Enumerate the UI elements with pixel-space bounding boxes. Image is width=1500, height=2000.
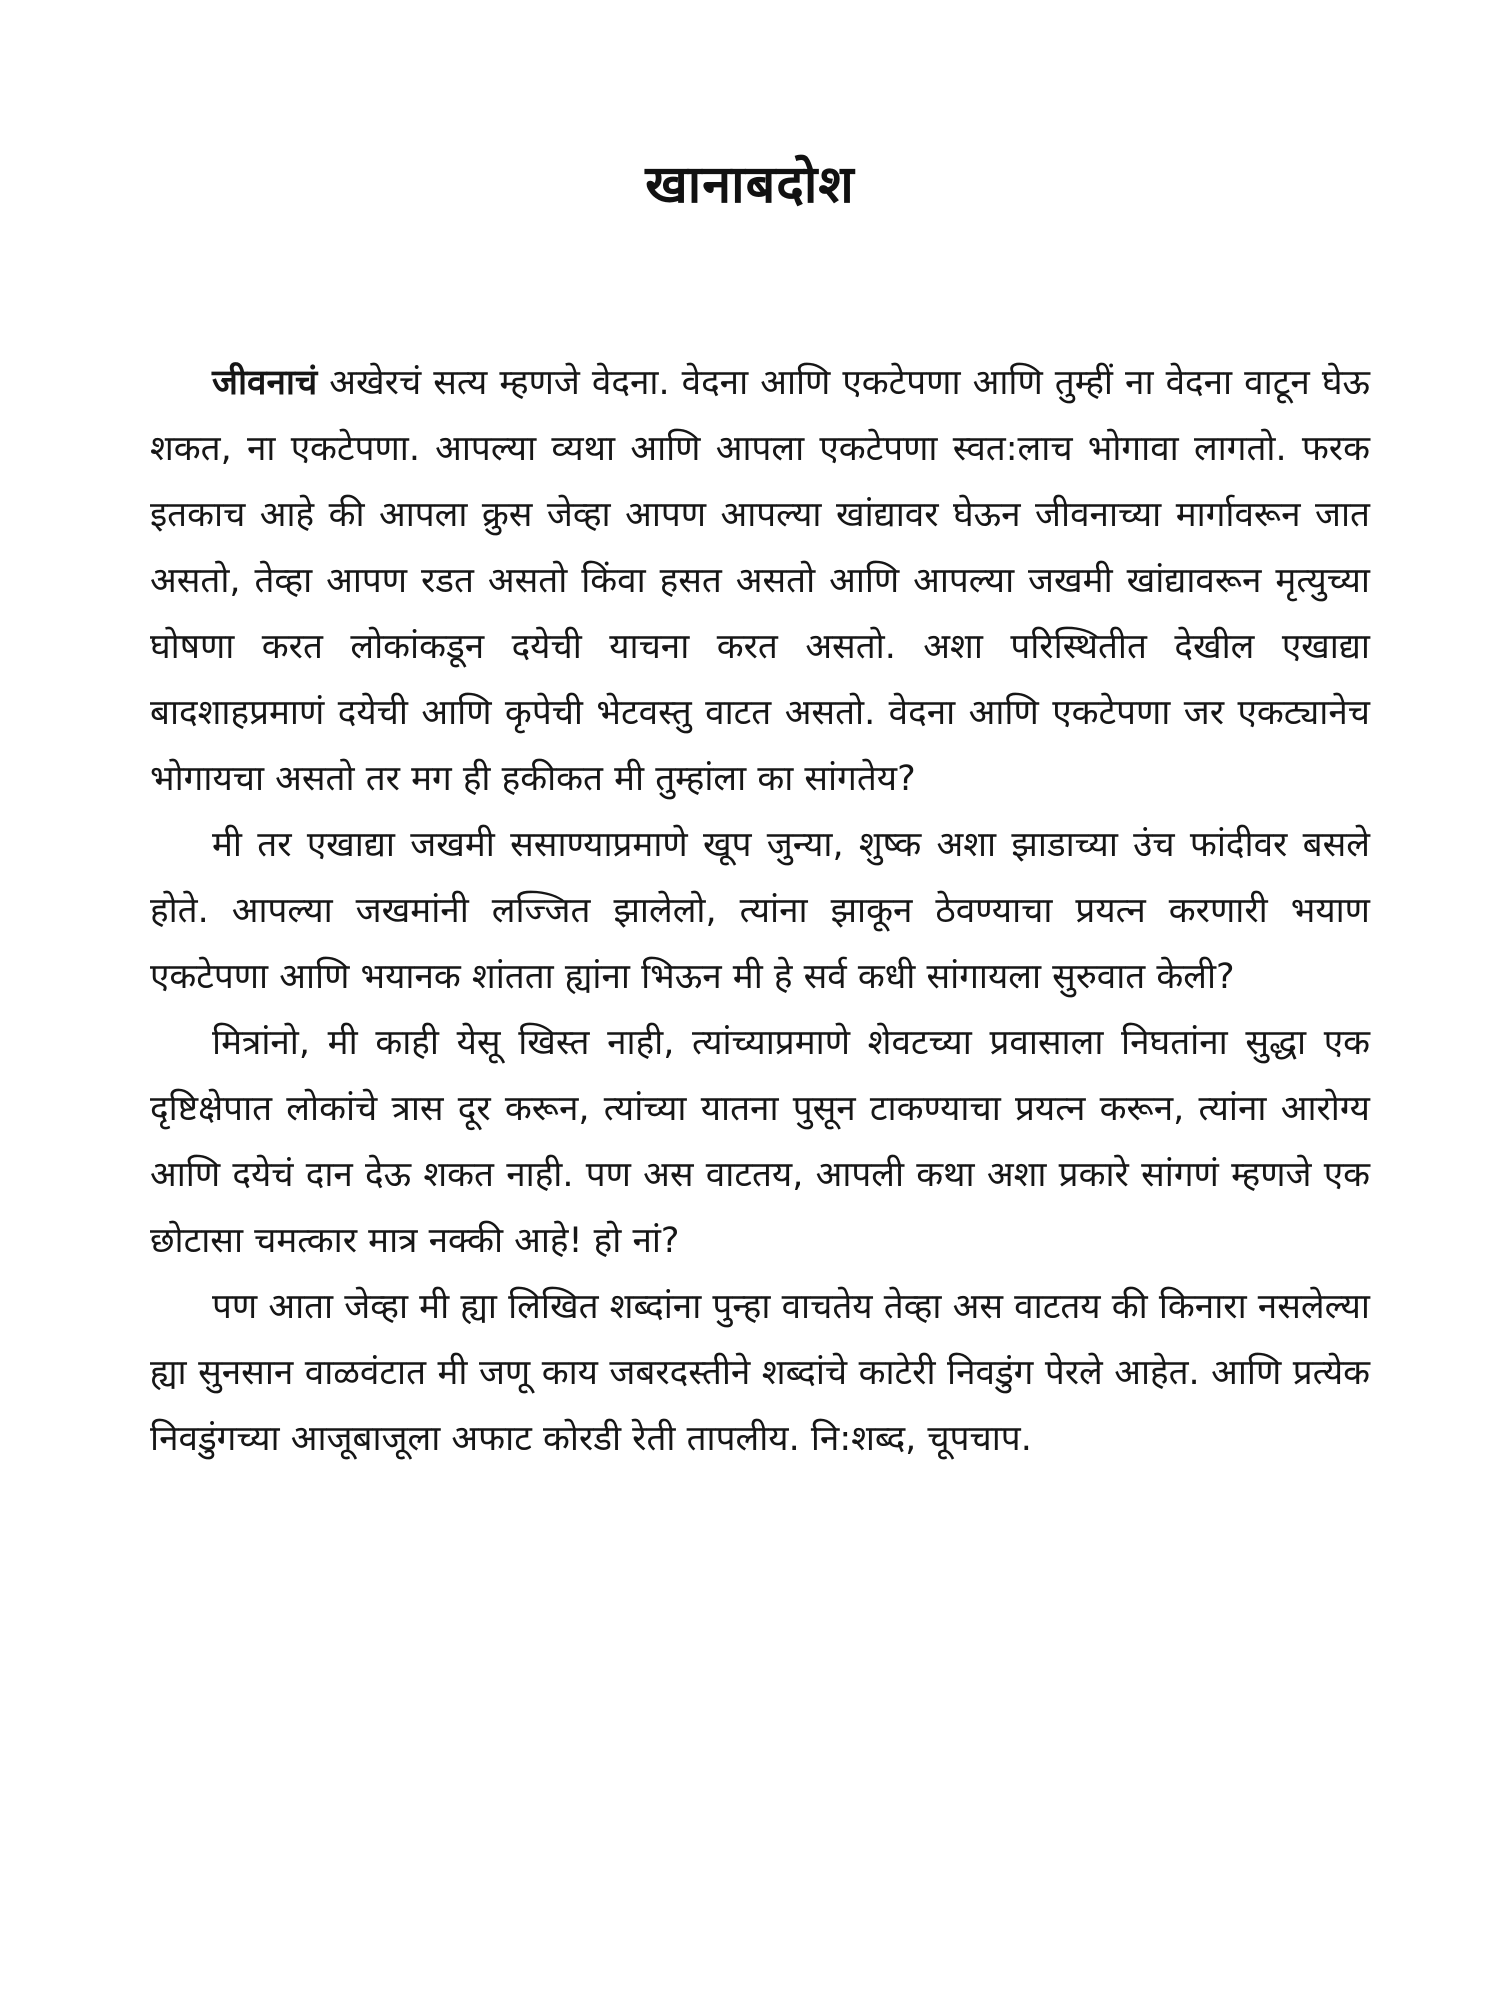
paragraph-4: पण आता जेव्हा मी ह्या लिखित शब्दांना पुन्हा वाचतेय तेव्हा अस वाटतय की किनारा नसलेल्या ह्या सुनसान वाळवंटात मी जणू काय जबरदस्तीने शब्दांचे काटेरी निवडुंग पेरले आहेत. आणि प्रत्येक निवडुंगच्या आजूबाजूला अफाट कोरडी रेती तापलीय. नि:शब्द, चूपचाप. <box>150 1287 1370 1459</box>
paragraph-2: मी तर एखाद्या जखमी ससाण्याप्रमाणे खूप जुन्या, शुष्क अशा झाडाच्या उंच फांदीवर बसले होते. आपल्या जखमांनी लज्जित झालेलो, त्यांना झाकून ठेवण्याचा प्रयत्न करणारी भयाण एकटेपणा आणि भयानक शांतता ह्यांना भिऊन मी हे सर्व कधी सांगायला सुरुवात केली? <box>150 825 1370 997</box>
paragraph-lead-word: जीवनाचं <box>212 363 318 403</box>
paragraph-1-text: अखेरचं सत्य म्हणजे वेदना. वेदना आणि एकटेपणा आणि तुम्हीं ना वेदना वाटून घेऊ शकत, ना एकटेपणा. आपल्या व्यथा आणि आपला एकटेपणा स्वत:लाच भोगावा लागतो. फरक इतकाच आहे की आपला क्रुस जेव्हा आपण आपल्या खांद्यावर घेऊन जीवनाच्या मार्गावरून जात असतो, तेव्हा आपण रडत असतो किंवा हसत असतो आणि आपल्या जखमी खांद्यावरून मृत्युच्या घोषणा करत लोकांकडून दयेची याचना करत असतो. अशा परिस्थितीत देखील एखाद्या बादशाहप्रमाणं दयेची आणि कृपेची भेटवस्तु वाटत असतो. वेदना आणि एकटेपणा जर एकट्यानेच भोगायचा असतो तर मग ही हकीकत मी तुम्हांला का सांगतेय? <box>150 363 1370 799</box>
paragraph-1 <box>150 350 1370 812</box>
chapter-body <box>150 350 1370 1472</box>
paragraph-3: मित्रांनो, मी काही येसू खिस्त नाही, त्यांच्याप्रमाणे शेवटच्या प्रवासाला निघतांना सुद्धा एक दृष्टिक्षेपात लोकांचे त्रास दूर करून, त्यांच्या यातना पुसून टाकण्याचा प्रयत्न करून, त्यांना आरोग्य आणि दयेचं दान देऊ शकत नाही. पण अस वाटतय, आपली कथा अशा प्रकारे सांगणं म्हणजे एक छोटासा चमत्कार मात्र नक्की आहे! हो नां? <box>150 1023 1370 1261</box>
chapter-title: खानाबदोश <box>645 155 855 215</box>
